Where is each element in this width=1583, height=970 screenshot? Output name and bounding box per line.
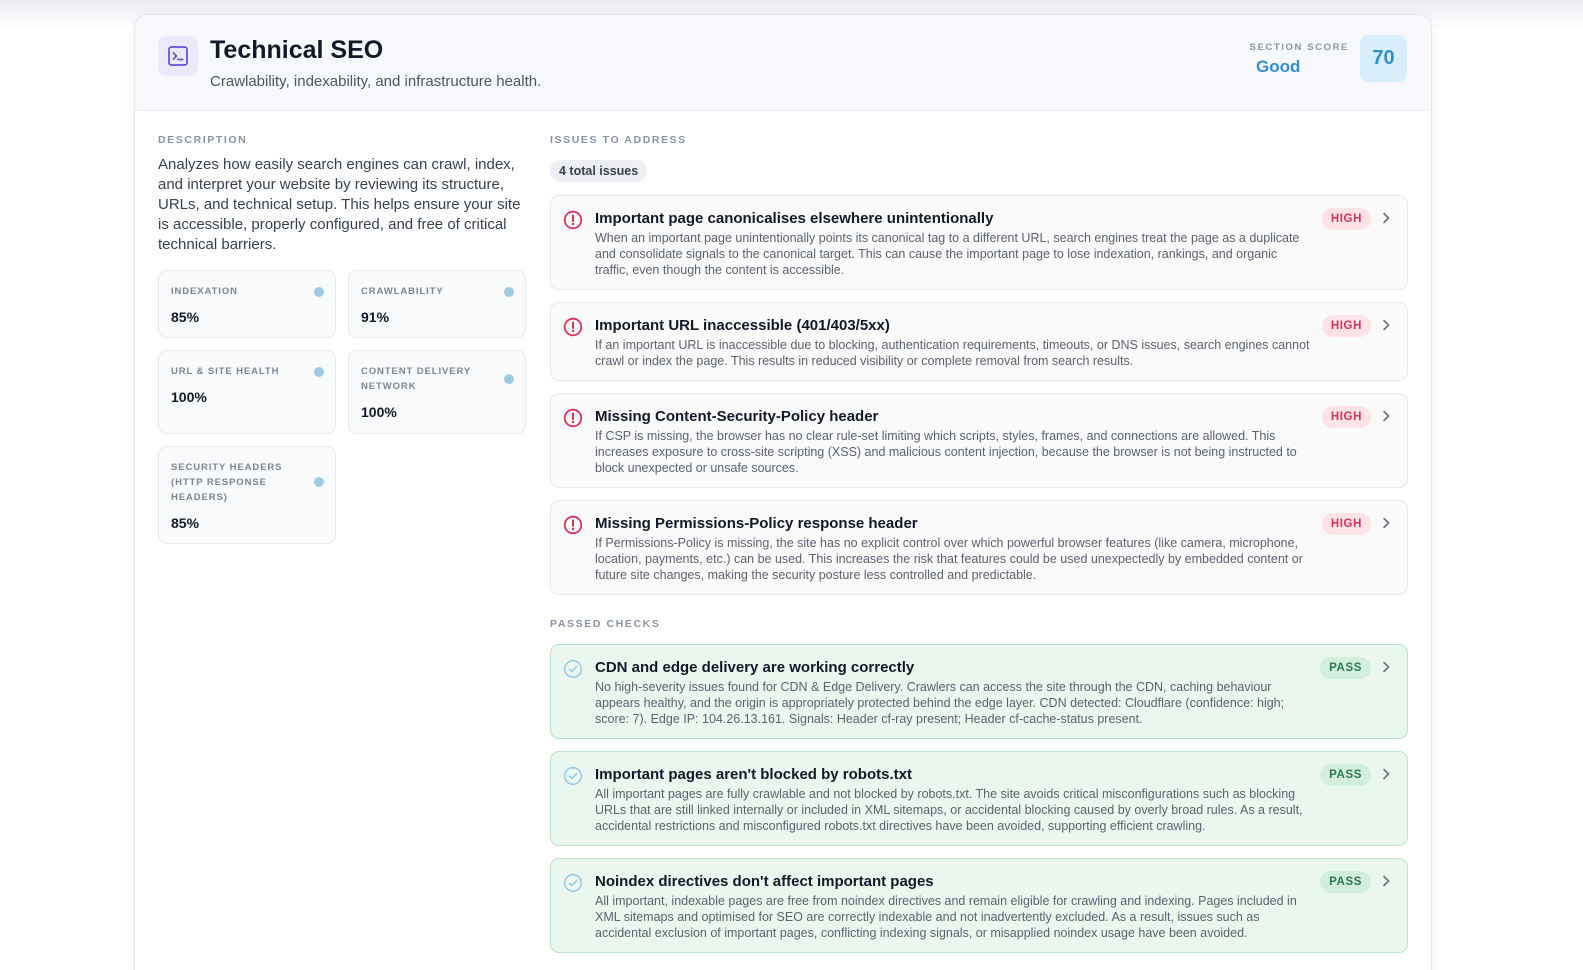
severity-badge: HIGH (1322, 406, 1371, 428)
chevron-right-icon[interactable] (1379, 767, 1393, 781)
status-dot-icon (504, 374, 514, 384)
pass-badge: PASS (1320, 657, 1371, 679)
issue-card[interactable] (550, 195, 1408, 290)
issues-count-badge: 4 total issues (550, 160, 647, 182)
passed-check-card[interactable] (550, 644, 1408, 739)
passed-check-description: No high-severity issues found for CDN & Edge Delivery. Crawlers can access the site through the CDN, caching behaviour appears healthy, and the origin is appropriately protected behind the edge layer. CDN detected: Cloudflare (confidence: high; score: 7). Edge IP: 104.26.13.161. Signals: Header cf-ray present; Header cf-cache-status present. (595, 680, 1285, 726)
check-circle-icon (563, 659, 583, 679)
card-header (135, 15, 1431, 111)
issue-description: If an important URL is inaccessible due to blocking, authentication requirements, timeouts, or DNS issues, search engines cannot crawl or index the page. This results in reduced visibility or complete removal from search results. (595, 338, 1310, 368)
metric-value: 85% (171, 515, 200, 531)
passed-check-title: Important pages aren't blocked by robots.txt (595, 766, 912, 783)
check-circle-icon (563, 766, 583, 786)
metric-card-crawlability (348, 270, 526, 338)
passed-check-description: All important, indexable pages are free from noindex directives and remain eligible for crawling and indexing. Pages included in XML sitemaps and optimised for SEO are correctly indexable and not inadvertently excluded. As a result, issues such as accidental exclusion of important pages, conflicting indexing signals, or misapplied noindex usage have been avoided. (595, 894, 1297, 940)
issue-card[interactable] (550, 393, 1408, 488)
chevron-right-icon[interactable] (1379, 409, 1393, 423)
passed-checks-label: PASSED CHECKS (550, 618, 661, 630)
metric-label: URL & SITE HEALTH (171, 366, 280, 377)
page-title: Technical SEO (210, 36, 384, 64)
alert-icon (563, 210, 583, 230)
check-circle-icon (563, 873, 583, 893)
chevron-right-icon[interactable] (1379, 318, 1393, 332)
metric-label: INDEXATION (171, 286, 238, 297)
issue-card[interactable] (550, 302, 1408, 381)
metric-label: CONTENT DELIVERY NETWORK (361, 366, 471, 392)
issue-description: If CSP is missing, the browser has no clear rule-set limiting which scripts, styles, frames, and connections are allowed. This increases exposure to cross-site scripting (XSS) and malicious content injection, because the browser is not being instructed to block unexpected or unsafe sources. (595, 429, 1297, 475)
metric-card-url-site-health (158, 350, 336, 434)
pass-badge: PASS (1320, 871, 1371, 893)
section-score-label: SECTION SCORE (1249, 42, 1349, 53)
issue-title: Important URL inaccessible (401/403/5xx) (595, 317, 890, 334)
issues-label: ISSUES TO ADDRESS (550, 134, 687, 146)
alert-icon (563, 317, 583, 337)
pass-badge: PASS (1320, 764, 1371, 786)
section-score-rating: Good (1256, 57, 1301, 76)
chevron-right-icon[interactable] (1379, 211, 1393, 225)
status-dot-icon (314, 477, 324, 487)
section-score-value: 70 (1360, 35, 1407, 82)
description-label: DESCRIPTION (158, 134, 248, 146)
alert-icon (563, 515, 583, 535)
severity-badge: HIGH (1322, 513, 1371, 535)
chevron-right-icon[interactable] (1379, 660, 1393, 674)
issue-card[interactable] (550, 500, 1408, 595)
severity-badge: HIGH (1322, 208, 1371, 230)
metric-value: 91% (361, 309, 390, 325)
metric-card-cdn (348, 350, 526, 434)
issue-title: Important page canonicalises elsewhere unintentionally (595, 210, 994, 227)
page-subtitle: Crawlability, indexability, and infrastructure health. (210, 73, 542, 90)
chevron-right-icon[interactable] (1379, 516, 1393, 530)
severity-badge: HIGH (1322, 315, 1371, 337)
issue-title: Missing Permissions-Policy response header (595, 515, 918, 532)
passed-check-title: Noindex directives don't affect important pages (595, 873, 934, 890)
technical-seo-card (134, 14, 1432, 970)
description-text: Analyzes how easily search engines can crawl, index, and interpret your website by reviewing its structure, URLs, and technical setup. This helps ensure your site is accessible, properly configured, and free of critical technical barriers. (158, 156, 521, 253)
passed-check-card[interactable] (550, 858, 1408, 953)
issue-description: When an important page unintentionally points its canonical tag to a different URL, search engines treat the page as a duplicate and consolidate signals to the canonical target. This can cause the important page to lose indexation, rankings, and organic traffic, even though the content is accessible. (595, 231, 1300, 277)
metric-value: 85% (171, 309, 200, 325)
metric-value: 100% (361, 404, 397, 420)
passed-check-card[interactable] (550, 751, 1408, 846)
terminal-icon (158, 36, 198, 76)
metric-label: SECURITY HEADERS (HTTP RESPONSE HEADERS) (171, 462, 283, 503)
alert-icon (563, 408, 583, 428)
passed-check-title: CDN and edge delivery are working correctly (595, 659, 915, 676)
metric-value: 100% (171, 389, 207, 405)
issue-description: If Permissions-Policy is missing, the site has no explicit control over which powerful browser features (like camera, microphone, location, payments, etc.) can be used. This increases the risk that features could be used unexpectedly by embedded content or future site changes, making the security posture less controlled and predictable. (595, 536, 1303, 582)
status-dot-icon (314, 287, 324, 297)
metric-card-indexation (158, 270, 336, 338)
status-dot-icon (314, 367, 324, 377)
metric-card-security-headers (158, 446, 336, 544)
status-dot-icon (504, 287, 514, 297)
passed-check-description: All important pages are fully crawlable and not blocked by robots.txt. The site avoids critical misconfigurations such as blocking URLs that are still linked internally or included in XML sitemaps, or accidental blocking caused by overly broad rules. As a result, accidental restrictions and misconfigured robots.txt directives have been avoided, supporting efficient crawling. (595, 787, 1303, 833)
chevron-right-icon[interactable] (1379, 874, 1393, 888)
issue-title: Missing Content-Security-Policy header (595, 408, 879, 425)
metric-label: CRAWLABILITY (361, 286, 444, 297)
